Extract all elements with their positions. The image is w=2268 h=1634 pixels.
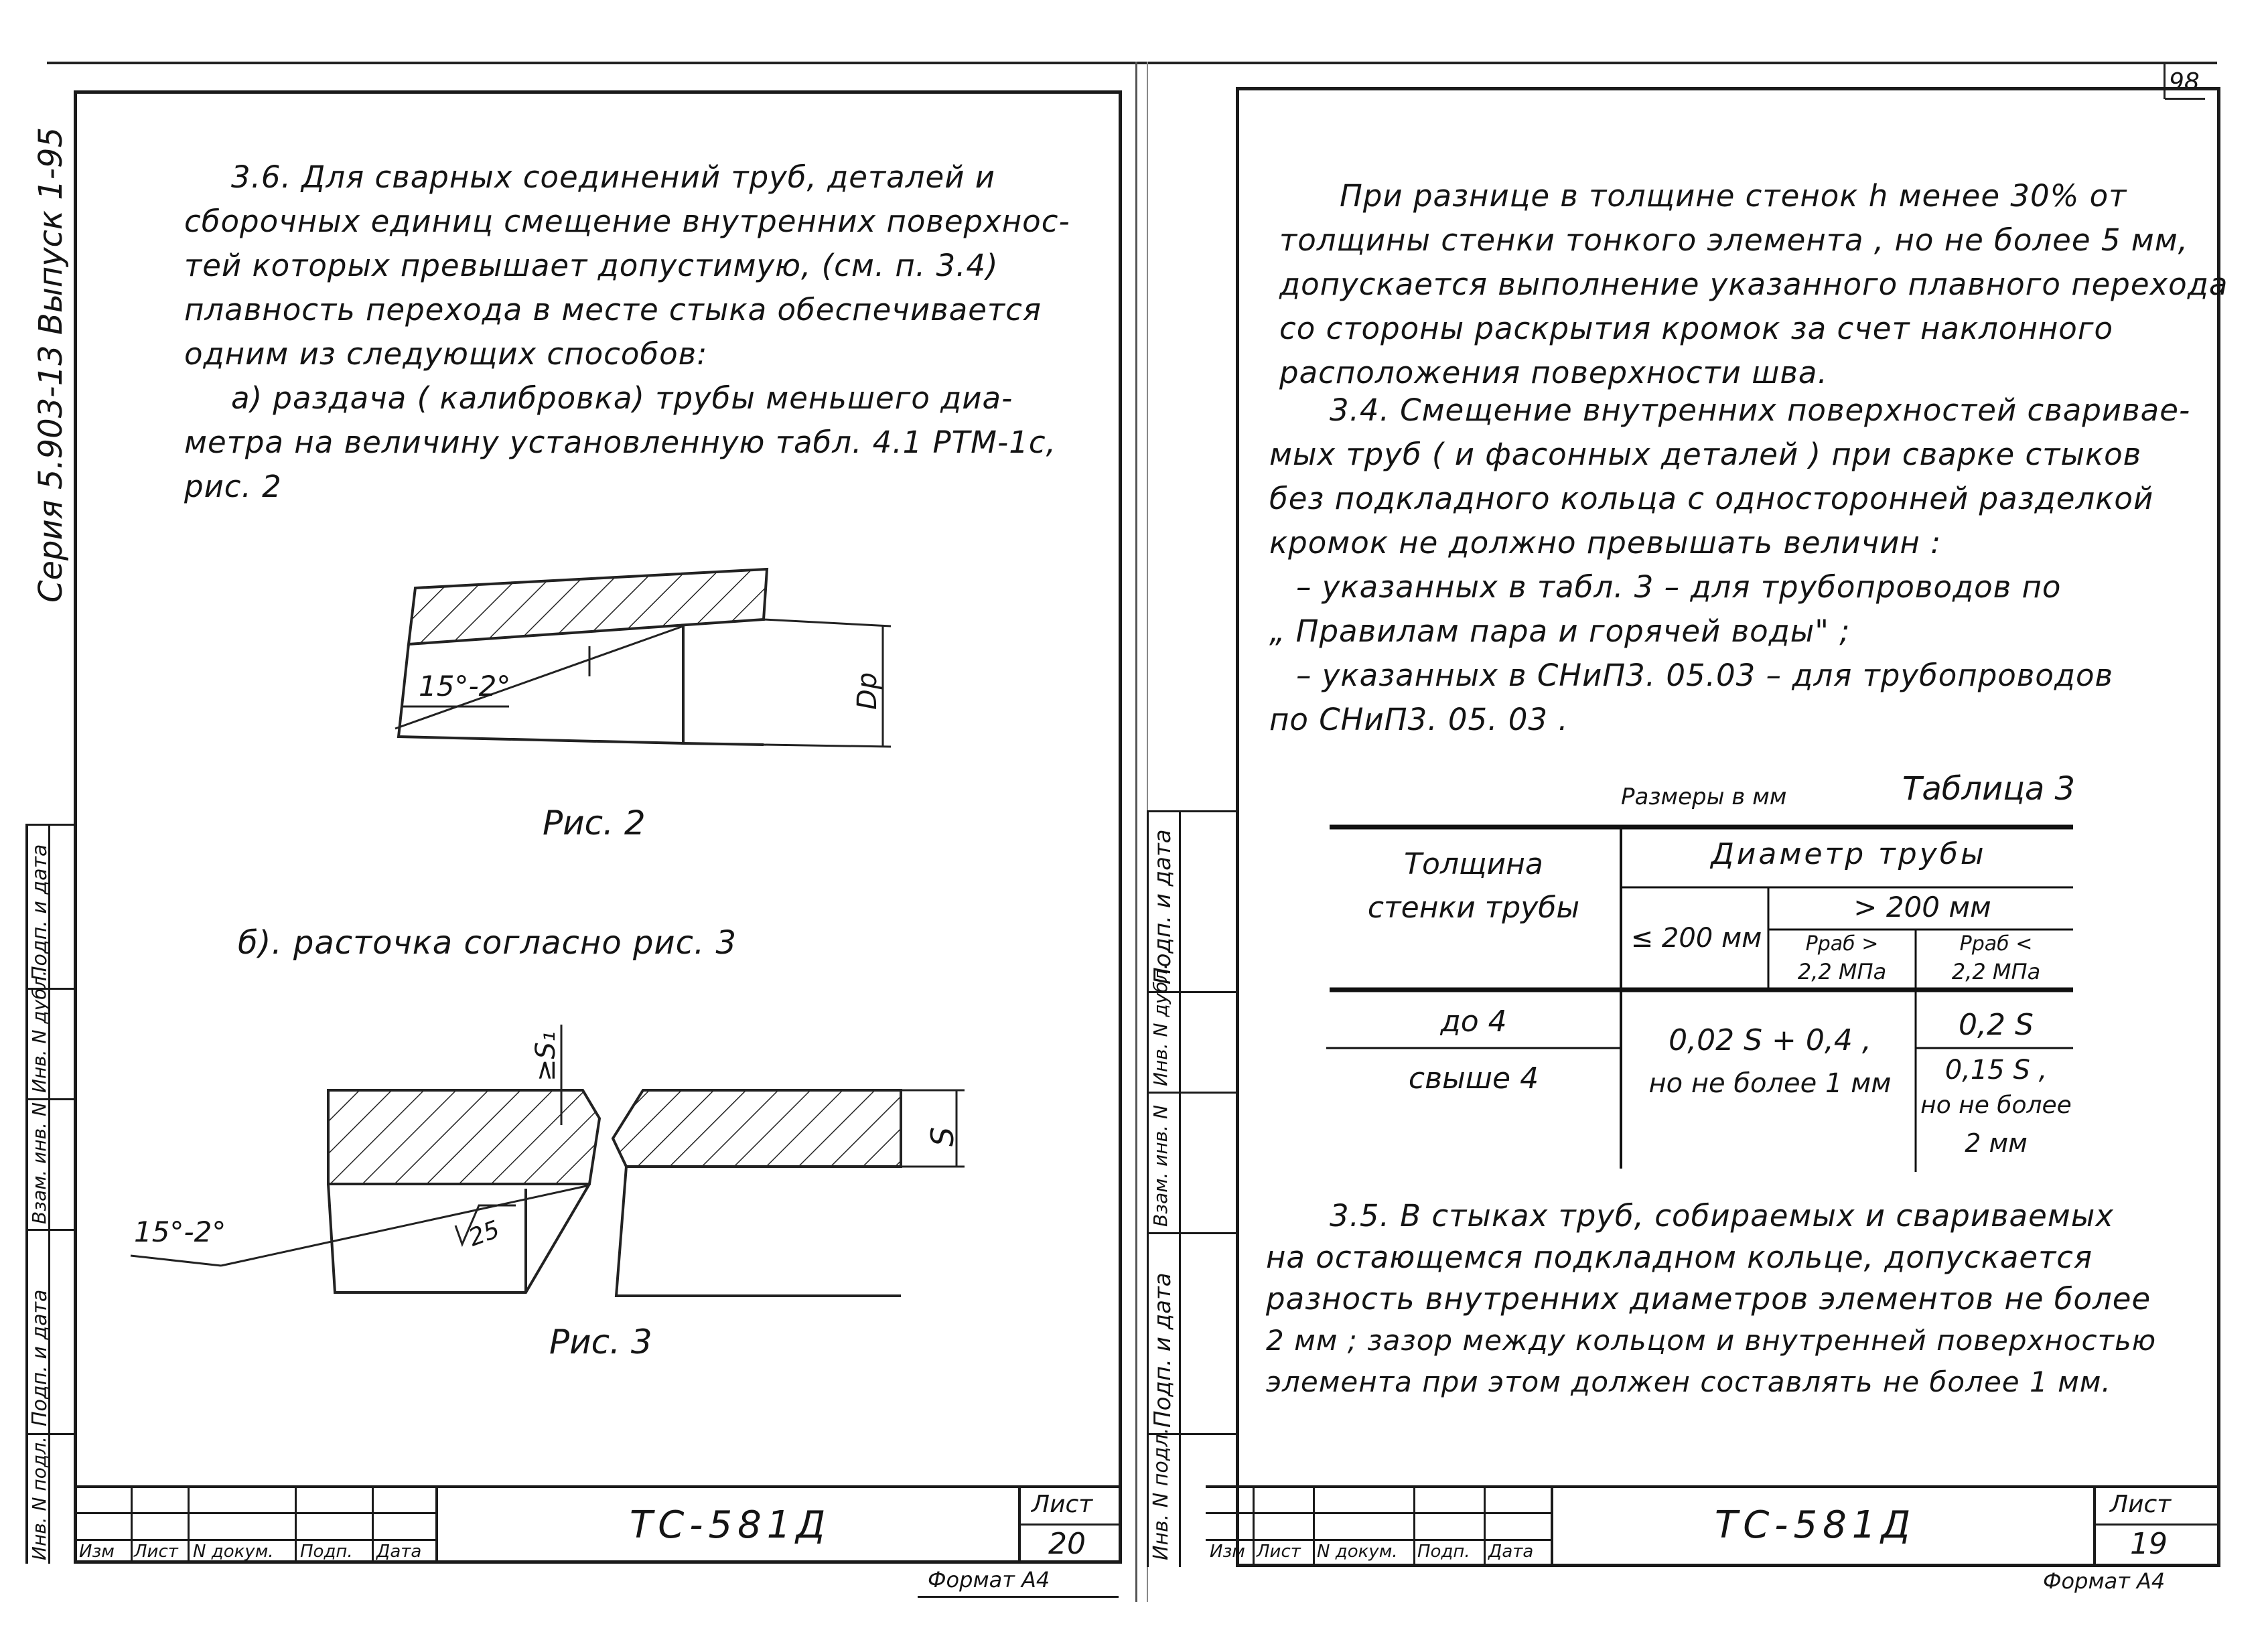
fig2-dim-label: Dр <box>852 672 883 710</box>
right-stamp-label: Инв. N дубл. <box>1149 963 1172 1086</box>
right-stamp-label: Подп. и дата <box>1149 1272 1176 1428</box>
tb-hline <box>1206 1512 1551 1514</box>
para-line: мых труб ( и фасонных деталей ) при сварке стыков <box>1269 437 2142 472</box>
tb-col: Лист <box>134 1542 178 1562</box>
tb-vline <box>2093 1485 2096 1567</box>
para-line: 2 мм ; зазор между кольцом и внутренней поверхностью <box>1266 1324 2157 1357</box>
right-sheet-label: Лист <box>2110 1491 2172 1518</box>
th-p1-b: 2,2 МПа <box>1797 959 1887 984</box>
th-gt200: > 200 мм <box>1853 891 1991 923</box>
para-line: 3.6. Для сварных соединений труб, деталей и <box>231 159 995 195</box>
tb-vline <box>1253 1485 1255 1567</box>
tb-vline <box>1413 1485 1415 1567</box>
td-row1-label: до 4 <box>1440 1005 1507 1039</box>
th-p2-a: Рраб < <box>1959 932 2033 956</box>
fig3-dim-s-label: S <box>924 1126 961 1146</box>
para-line: сборочных единиц смещение внутренних поверхнос- <box>184 204 1070 239</box>
td-row2-right-1: 0,15 S , <box>1944 1055 2048 1086</box>
para-line: 3.5. В стыках труб, собираемых и свариваемых <box>1330 1198 2114 1234</box>
tb-col: Подп. <box>1417 1542 1470 1562</box>
para-line: – указанных в СНиП3. 05.03 – для трубопроводов <box>1296 658 2114 693</box>
left-stamp-label: Инв. N подл. <box>28 1436 50 1560</box>
left-sheet-label: Лист <box>1032 1491 1093 1518</box>
table-units: Размеры в мм <box>1621 784 1787 810</box>
tb-hline <box>2093 1524 2220 1526</box>
th-thickness-1: Толщина <box>1404 847 1543 881</box>
left-item-b: б). расточка согласно рис. 3 <box>238 924 737 962</box>
tb-col: Изм <box>1210 1542 1245 1562</box>
right-format: Формат А4 <box>2043 1568 2166 1594</box>
fig3-roughness-label: 25 <box>465 1215 504 1252</box>
tb-col: N докум. <box>193 1542 274 1562</box>
para-line: метра на величину установленную табл. 4.1 РТМ-1с, <box>184 425 1056 460</box>
para-line: элемента при этом должен составлять не более 1 мм. <box>1266 1365 2111 1398</box>
td-mid-2: но не более 1 мм <box>1648 1068 1892 1099</box>
right-stamp-label: Подп. и дата <box>1149 829 1176 984</box>
right-stamp-label: Взам. инв. N <box>1149 1105 1172 1227</box>
para-line: толщины стенки тонкого элемента , но не более 5 мм, <box>1279 222 2188 258</box>
tb-col: Дата <box>376 1542 422 1562</box>
left-stamp-label: Подп. и дата <box>28 1289 52 1426</box>
para-line: разность внутренних диаметров элементов не более <box>1266 1281 2151 1317</box>
td-row2-right-2: но не более <box>1920 1092 2072 1119</box>
para-line: „ Правилам пара и горячей воды" ; <box>1269 613 1851 649</box>
td-row1-right: 0,2 S <box>1959 1008 2034 1042</box>
right-sheet-no: 19 <box>2130 1527 2168 1561</box>
para-line: одним из следующих способов: <box>184 336 708 372</box>
para-line: плавность перехода в месте стыка обеспечивается <box>184 292 1042 327</box>
para-line: по СНиП3. 05. 03 . <box>1269 702 1569 737</box>
para-line: без подкладного кольца с односторонней разделкой <box>1269 481 2154 516</box>
left-stamp-label: Взам. инв. N <box>28 1102 50 1224</box>
tb-col: Лист <box>1257 1542 1301 1562</box>
td-row2-right-3: 2 мм <box>1965 1128 2028 1158</box>
left-series-label: Серия 5.903-13 Выпуск 1-95 <box>32 127 70 603</box>
right-para-3-5 <box>1266 1195 2156 1403</box>
th-le200: ≤ 200 мм <box>1630 923 1762 954</box>
tb-col: N докум. <box>1317 1542 1398 1562</box>
right-doc-code: ТС-581Д <box>1715 1503 1916 1547</box>
th-diameter: Диаметр трубы <box>1711 837 1987 871</box>
left-stamp-label: Инв. N дубл. <box>28 970 50 1093</box>
tb-vline <box>1313 1485 1315 1567</box>
td-row2-label: свыше 4 <box>1408 1061 1539 1096</box>
tb-vline <box>1484 1485 1486 1567</box>
fig3-caption: Рис. 3 <box>549 1323 652 1361</box>
para-line: со стороны раскрытия кромок за счет наклонного <box>1279 311 2114 346</box>
para-line: на остающемся подкладном кольце, допускается <box>1266 1240 2093 1275</box>
para-line: 3.4. Смещение внутренних поверхностей сваривае- <box>1330 392 2191 428</box>
para-line: тей которых превышает допустимую, (см. п. 3.4) <box>184 248 999 283</box>
para-line: допускается выполнение указанного плавного перехода <box>1279 267 2228 302</box>
td-mid-1: 0,02 S + 0,4 , <box>1669 1023 1871 1057</box>
fig2-angle-label: 15°-2° <box>419 670 511 702</box>
th-thickness-2: стенки трубы <box>1367 891 1580 925</box>
left-stamp-label: Подп. и дата <box>28 844 52 981</box>
fig3-angle-label: 15°-2° <box>134 1215 226 1248</box>
tb-col: Дата <box>1488 1542 1534 1562</box>
tb-vline <box>1551 1485 1553 1567</box>
page-number: 98 <box>2169 68 2200 96</box>
fig2-caption: Рис. 2 <box>543 804 646 842</box>
left-sheet-no: 20 <box>1048 1527 1086 1561</box>
para-line: а) раздача ( калибровка) трубы меньшего диа- <box>231 380 1013 416</box>
right-stamp-label: Инв. N подл. <box>1149 1427 1173 1560</box>
para-line: – указанных в табл. 3 – для трубопроводов по <box>1296 569 2062 605</box>
table-title: Таблица 3 <box>1902 770 2076 808</box>
para-line: кромок не должно превышать величин : <box>1269 525 1942 561</box>
para-line: При разнице в толщине стенок h менее 30% от <box>1340 178 2127 214</box>
para-line: рис. 2 <box>184 469 282 504</box>
fig3-dim-top-label: ≥S₁ <box>530 1031 561 1082</box>
tb-hline <box>1206 1539 1551 1541</box>
para-line: расположения поверхности шва. <box>1279 355 1828 390</box>
tb-col: Изм <box>79 1542 115 1562</box>
tb-col: Подп. <box>300 1542 353 1562</box>
th-p1-a: Рраб > <box>1805 932 1879 956</box>
th-p2-b: 2,2 МПа <box>1951 959 2041 984</box>
left-doc-code: ТС-581Д <box>630 1503 831 1547</box>
left-format: Формат А4 <box>928 1567 1050 1592</box>
